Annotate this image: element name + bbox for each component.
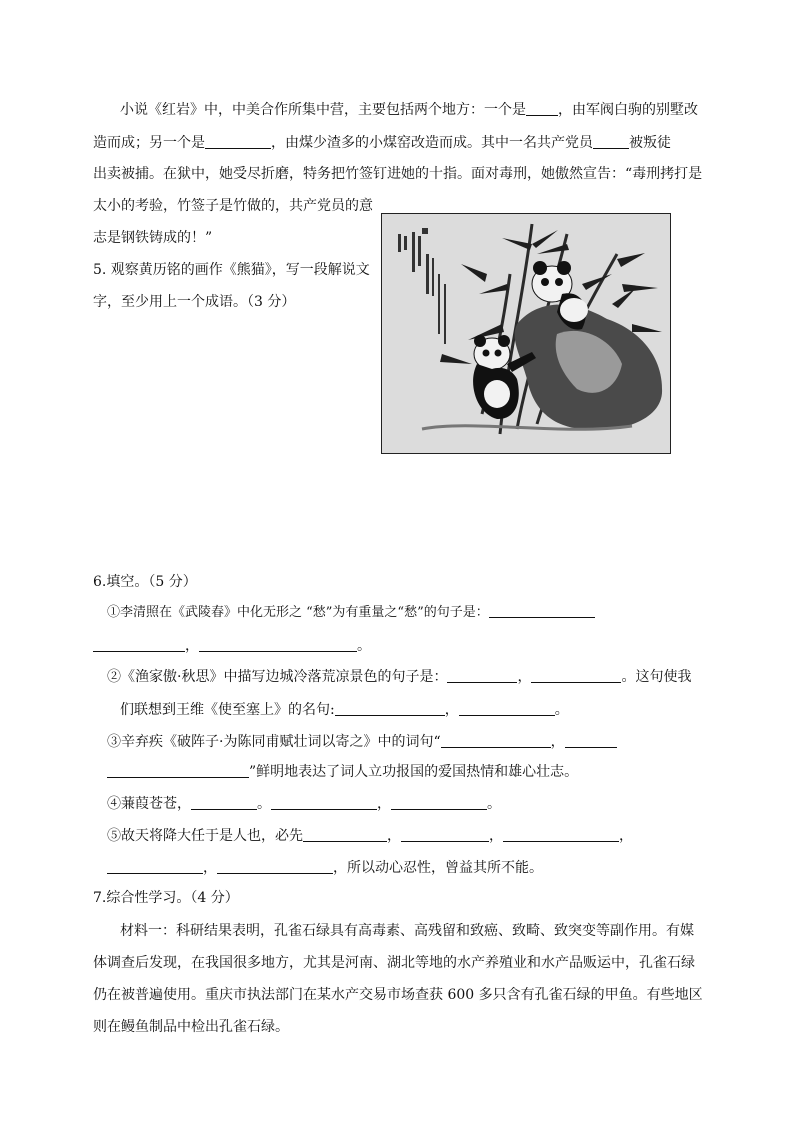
q7-para-line-1: 材料一：科研结果表明，孔雀石绿具有高毒素、高残留和致癌、致畸、致突变等副作用。有媒 [120,923,694,939]
q4-line-2: 造而成；另一个是 ，由煤少渣多的小煤窑改造而成。其中一名共产党员 被叛徒 [93,135,671,151]
answer-blank[interactable] [526,101,558,116]
answer-blank[interactable] [205,134,271,149]
q7-title: 7.综合性学习。（4 分） [93,890,239,906]
answer-blank[interactable] [191,795,257,810]
answer-blank[interactable] [593,134,629,149]
q5-line-1: 5. 观察黄历铭的画作《熊猫》，写一段解说文 [93,262,370,278]
q6-item-5: ⑤故天将降大任于是人也，必先 ， ， ， [107,828,633,844]
panda-painting-art [382,214,670,453]
answer-blank[interactable] [93,637,185,652]
q6-item-5-cont: ， ，所以动心忍性，曾益其所不能。 [107,858,543,878]
answer-blank[interactable] [335,701,445,716]
q4-line-1: 小说《红岩》中，中美合作所集中营，主要包括两个地方：一个是 ，由军阀白驹的别墅改 [120,102,698,118]
answer-blank[interactable] [447,668,517,683]
q6-item-3: ③辛弃疾《破阵子·为陈同甫赋壮词以寄之》中的词句“ ， [107,732,617,752]
q6-item-2-cont: 们联想到王维《使至塞上》的名句: ， 。 [120,702,569,718]
answer-blank[interactable] [459,701,555,716]
answer-blank[interactable] [489,603,595,618]
answer-blank[interactable] [503,827,619,842]
q6-item-2: ②《渔家傲·秋思》中描写边城冷落荒凉景色的句子是： ， 。这句使我 [107,669,692,685]
answer-blank[interactable] [107,763,249,778]
q6-title: 6.填空。（5 分） [93,574,197,590]
q4-line-5: 志是钢铁铸成的！” [93,230,213,246]
answer-blank[interactable] [217,859,333,874]
answer-blank[interactable] [303,827,387,842]
q6-item-1-cont: ， 。 [93,636,371,656]
q7-para-line-2: 体调查后发现，在我国很多地方，尤其是河南、湖北等地的水产养殖业和水产品贩运中，孔雀石绿 [93,955,695,971]
q6-item-1: ①李清照在《武陵春》中化无形之 “愁”为有重量之“愁”的句子是： [107,603,595,623]
answer-blank[interactable] [391,795,487,810]
q5-line-2: 字，至少用上一个成语。（3 分） [93,294,296,310]
panda-painting [381,213,671,454]
q7-para-line-4: 则在鳗鱼制品中检出孔雀石绿。 [93,1019,289,1035]
answer-blank[interactable] [107,859,203,874]
answer-blank[interactable] [401,827,489,842]
answer-blank[interactable] [565,733,617,748]
answer-blank[interactable] [441,733,551,748]
q7-para-line-3: 仍在被普遍使用。重庆市执法部门在某水产交易市场查获 600 多只含有孔雀石绿的甲鱼。有些地区 [93,987,703,1003]
answer-blank[interactable] [271,795,377,810]
q6-item-4: ④蒹葭苍苍， 。 ， 。 [107,796,501,812]
answer-blank[interactable] [531,668,621,683]
q6-item-3-cont: ”鲜明地表达了词人立功报国的爱国热情和雄心壮志。 [107,762,578,782]
q4-line-4: 太小的考验，竹签子是竹做的，共产党员的意 [93,198,373,214]
answer-blank[interactable] [199,637,357,652]
q4-line-3: 出卖被捕。在狱中，她受尽折磨，特务把竹签钉进她的十指。面对毒刑，她傲然宣告：“毒刑拷打是 [93,166,703,182]
